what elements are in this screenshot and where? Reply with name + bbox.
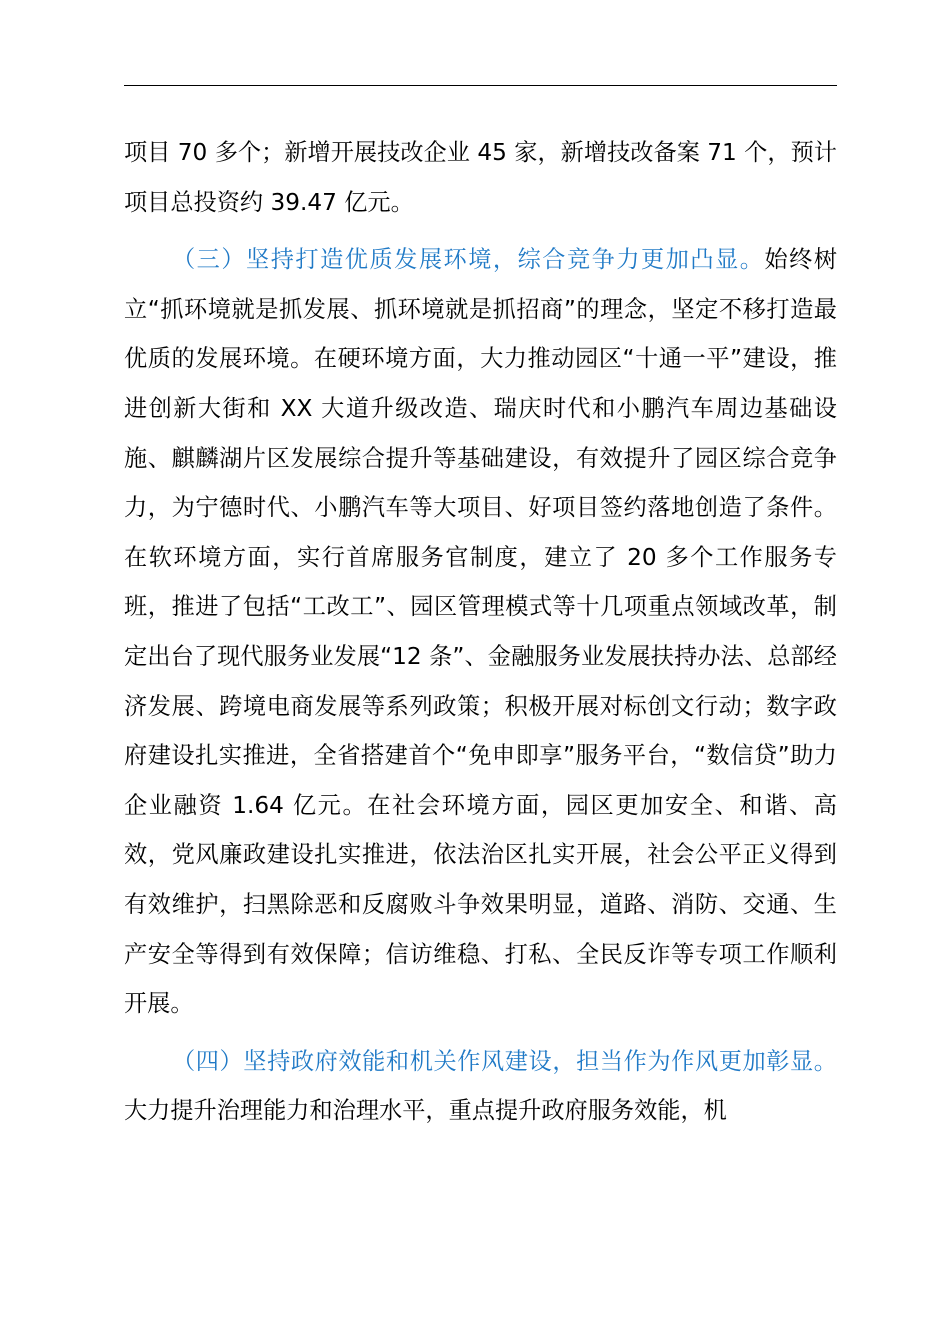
paragraph-2-body: 始终树立“抓环境就是抓发展、抓环境就是抓招商”的理念，坚定不移打造最优质的发展环境。在硬环境方面，大力推动园区“十通一平”建设，推进创新大街和 XX 大道升级改造、瑞庆时代和小鹏汽车周边基础设施、麒麟湖片区发展综合提升等基础建设，有效提升了园区综合竞争力，为宁德时代、小鹏汽车等大项目、好项目签约落地创造了条件。在软环境方面，实行首席服务官制度，建立了 20 多个工作服务专班，推进了包括“工改工”、园区管理模式等十几项重点领域改革，制定出台了现代服务业发展“12 条”、金融服务业发展扶持办法、总部经济发展、跨境电商发展等系列政策；积极开展对标创文行动；数字政府建设扎实推进，全省搭建首个“免申即享”服务平台，“数信贷”助力企业融资 1.64 亿元。在社会环境方面，园区更加安全、和谐、高效，党风廉政建设扎实推进，依法治区扎实开展，社会公平正义得到有效维护，扫黑除恶和反腐败斗争效果明显，道路、消防、交通、生产安全等得到有效保障；信访维稳、打私、全民反诈等专项工作顺利开展。 bbox=[124, 246, 838, 1018]
paragraph-1-text: 项目 70 多个；新增开展技改企业 45 家，新增技改备案 71 个，预计项目总投资约 39.47 亿元。 bbox=[124, 139, 837, 216]
section-heading-3: （三）坚持打造优质发展环境，综合竞争力更加凸显。 bbox=[172, 246, 765, 274]
document-page bbox=[124, 128, 837, 1136]
paragraph-gap bbox=[124, 1029, 837, 1037]
paragraph-gap bbox=[124, 227, 837, 235]
paragraph-3-body: 大力提升治理能力和治理水平，重点提升政府服务效能，机 bbox=[124, 1097, 727, 1125]
header-rule bbox=[124, 85, 837, 86]
paragraph-1 bbox=[124, 128, 837, 227]
paragraph-2 bbox=[124, 235, 837, 1029]
paragraph-3 bbox=[124, 1037, 837, 1136]
section-heading-4: （四）坚持政府效能和机关作风建设，担当作为作风更加彰显。 bbox=[172, 1047, 837, 1075]
